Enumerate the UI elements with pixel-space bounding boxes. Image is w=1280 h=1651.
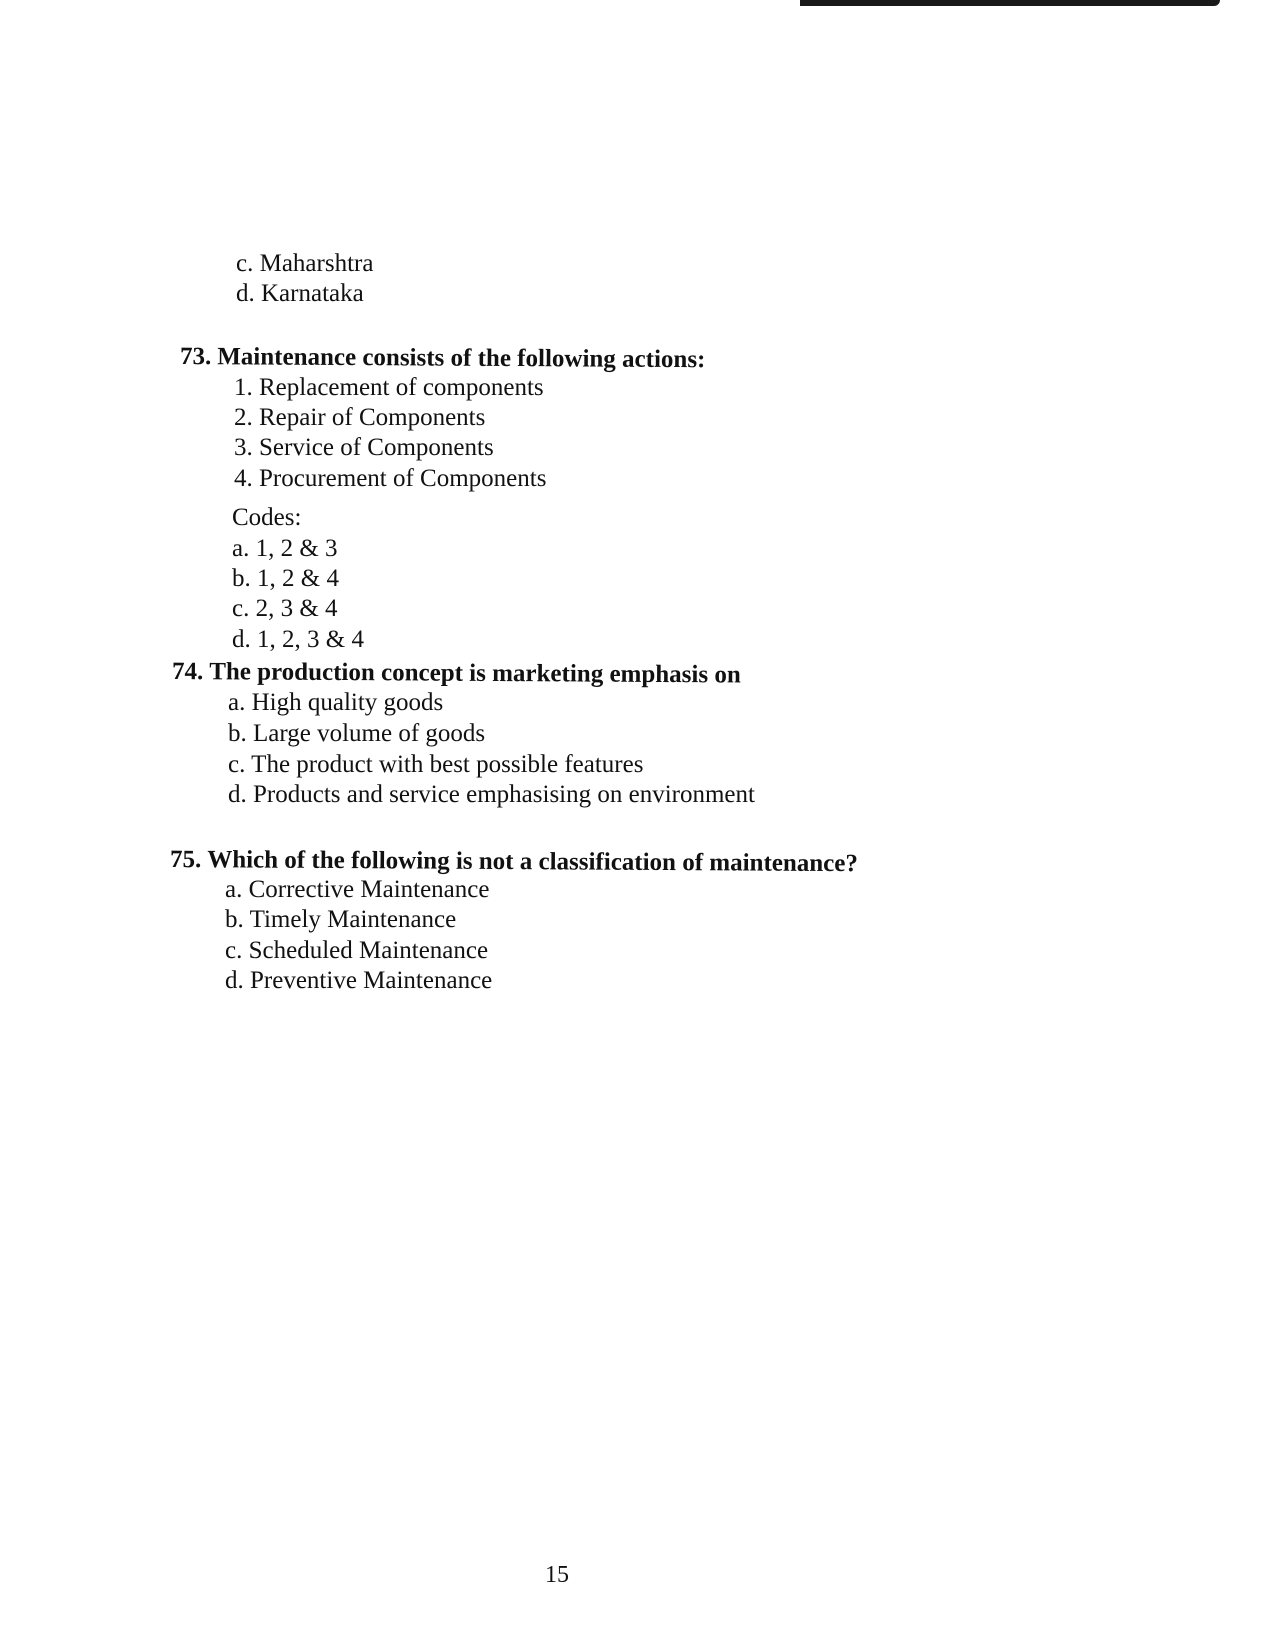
scan-edge-mark: [800, 0, 1220, 6]
option-c-prev: c. Maharshtra: [236, 250, 374, 277]
question-number: 74.: [171, 658, 204, 686]
q75-option-c: c. Scheduled Maintenance: [225, 937, 489, 964]
question-text: The production concept is marketing emphasis on: [209, 658, 741, 689]
page-number: 15: [545, 1562, 569, 1588]
question-73: [180, 343, 706, 374]
option-d-prev: d. Karnataka: [236, 280, 364, 307]
q74-option-c: c. The product with best possible features: [228, 751, 644, 778]
question-number: 75.: [169, 846, 202, 874]
q75-option-b: b. Timely Maintenance: [225, 906, 457, 933]
q75-option-d: d. Preventive Maintenance: [225, 967, 493, 994]
q74-option-a: a. High quality goods: [228, 689, 444, 716]
q73-option-d: d. 1, 2, 3 & 4: [232, 626, 364, 653]
q73-item-4: 4. Procurement of Components: [234, 465, 547, 492]
q75-option-a: a. Corrective Maintenance: [225, 876, 490, 903]
q73-codes-label: Codes:: [232, 504, 302, 531]
q73-option-c: c. 2, 3 & 4: [232, 595, 338, 622]
q73-item-3: 3. Service of Components: [234, 434, 494, 461]
question-number: 73.: [179, 343, 212, 371]
q73-option-b: b. 1, 2 & 4: [232, 565, 339, 592]
q73-option-a: a. 1, 2 & 3: [232, 535, 338, 562]
question-text: Which of the following is not a classification of maintenance?: [207, 846, 859, 878]
q73-item-1: 1. Replacement of components: [234, 374, 544, 401]
q74-option-d: d. Products and service emphasising on environment: [228, 781, 755, 808]
q73-item-2: 2. Repair of Components: [234, 404, 486, 431]
question-74: [172, 658, 741, 689]
question-text: Maintenance consists of the following actions:: [217, 343, 706, 374]
question-75: [170, 846, 858, 878]
q74-option-b: b. Large volume of goods: [228, 720, 486, 747]
